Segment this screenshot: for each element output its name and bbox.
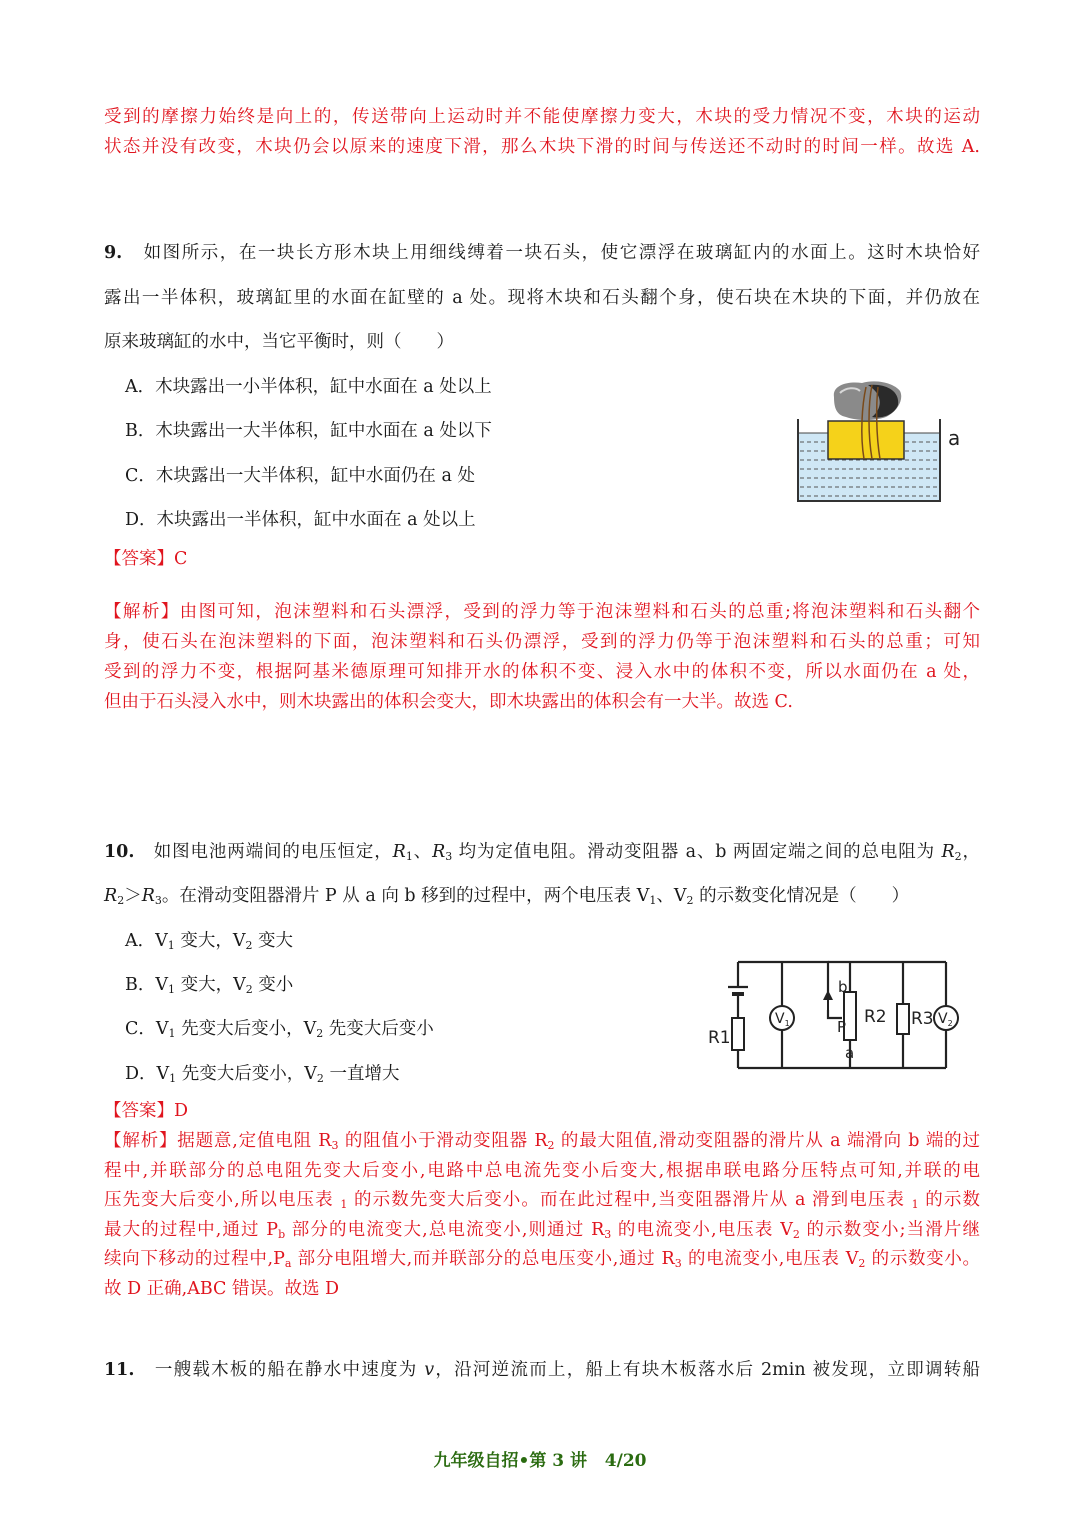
an-text: 的阻值小于滑动变阻器 R: [338, 1131, 548, 1151]
opt-text: 变大，V: [174, 931, 246, 951]
prev-explanation-line-1: 受到的摩擦力始终是向上的，传送带向上运动时并不能使摩擦力变大，木块的受力情况不变，木块的运动: [104, 107, 980, 127]
v2-letter: V: [938, 1011, 948, 1027]
resistor-r3: [897, 1004, 909, 1034]
q10-r2: R: [941, 842, 955, 862]
q10-option-a: [125, 926, 293, 956]
q9-analysis-line-4: 但由于石头浸入水中，则木块露出的体积会变大，即木块露出的体积会有一大半。故选 C.: [104, 692, 793, 712]
wood-block: [828, 421, 904, 459]
an-text: 的电流变小,电压表 V: [681, 1249, 859, 1269]
q10-r3: R: [141, 886, 155, 906]
an-sub: b: [278, 1228, 286, 1241]
label-b: b: [838, 978, 848, 996]
an-text: 的示数变小。: [865, 1249, 980, 1269]
q10-analysis-line-6: 故 D 正确,ABC 错误。故选 D: [104, 1279, 340, 1299]
opt-text: A．V: [125, 931, 168, 951]
an-text: 的示数变小;当滑片继: [799, 1220, 980, 1240]
an-sub: a: [284, 1257, 292, 1270]
label-r2: R2: [864, 1007, 887, 1027]
q9-stem-line-1: [104, 238, 980, 268]
opt-text: 变大，V: [175, 975, 246, 995]
q10-stem-part: ，: [961, 842, 981, 862]
q9-figure-tank: [790, 375, 970, 510]
opt-text: 先变大后变小，V: [175, 1019, 317, 1039]
q10-option-c: [125, 1014, 434, 1044]
opt-text: D．V: [125, 1064, 170, 1084]
label-a: a: [845, 1044, 855, 1062]
an-sub: 2: [858, 1257, 866, 1270]
an-sub: 2: [547, 1139, 555, 1152]
q10-answer-value: D: [174, 1101, 189, 1121]
q10-gt: ＞: [124, 886, 142, 906]
an-text: 部分电阻增大,而并联部分的总电压变小,通过 R: [291, 1249, 675, 1269]
label-r3: R3: [911, 1009, 934, 1029]
opt-text: 一直增大: [323, 1064, 400, 1084]
footer-title: 九年级自招•第 3 讲: [433, 1451, 588, 1471]
an-text: 的示数: [918, 1190, 980, 1210]
an-sub: 1: [340, 1198, 348, 1211]
q10-stem-part: 如图电池两端间的电压恒定，: [153, 842, 393, 862]
q10-stem-part: 、V: [656, 886, 687, 906]
q10-r2-sub: 2: [954, 850, 962, 863]
q10-answer: [104, 1096, 188, 1126]
q10-r3-sub: 3: [154, 894, 162, 907]
an-text: 的电流变小,电压表 V: [611, 1220, 793, 1240]
q10-analysis-line-1: [104, 1126, 980, 1156]
q9-stem-line-2: 露出一半体积，玻璃缸里的水面在缸壁的 a 处。现将木块和石头翻个身，使石块在木块的下面，并仍放在: [104, 288, 980, 308]
q9-stem-text-1: 如图所示，在一块长方形木块上用细线缚着一块石头，使它漂浮在玻璃缸内的水面上。这时木块恰好: [143, 243, 980, 263]
opt-text: 先变大后变小，V: [176, 1064, 317, 1084]
an-text: 压先变大后变小,所以电压表: [104, 1190, 341, 1210]
footer-page-number: 4/20: [604, 1451, 647, 1471]
opt-sub: 1: [167, 939, 175, 952]
q10-analysis-tag: 【解析】: [104, 1131, 178, 1151]
v2-sub: 2: [947, 1019, 953, 1028]
q10-v2-sub: 2: [686, 894, 694, 907]
opt-text: B．V: [125, 975, 168, 995]
opt-text: 变小: [252, 975, 294, 995]
an-sub: 3: [604, 1228, 612, 1241]
q10-stem-part: 、: [412, 842, 433, 862]
page-footer: [0, 1446, 1080, 1471]
opt-text: 先变大后变小: [323, 1019, 434, 1039]
q9-analysis-tag: 【解析】: [104, 602, 180, 622]
q9-option-d: D．木块露出一半体积，缸中水面在 a 处以上: [125, 510, 476, 530]
q9-option-a: A．木块露出一小半体积，缸中水面在 a 处以上: [125, 377, 492, 397]
q11-v: v: [424, 1360, 435, 1380]
q9-answer-tag: 【答案】: [104, 549, 174, 569]
q10-r1-sub: 1: [405, 850, 413, 863]
an-text: 续向下移动的过程中,P: [104, 1249, 285, 1269]
an-text: 据题意,定值电阻 R: [177, 1131, 332, 1151]
q9-number: 9.: [104, 243, 123, 263]
an-sub: 3: [674, 1257, 682, 1270]
q9-analysis-text-1: 由图可知，泡沫塑料和石头漂浮，受到的浮力等于泡沫塑料和石头的总重;将泡沫塑料和石头翻个: [179, 602, 980, 622]
q10-analysis-line-4: [104, 1215, 980, 1245]
v1-sub: 1: [784, 1019, 790, 1028]
an-sub: 2: [792, 1228, 800, 1241]
opt-sub: 1: [169, 1072, 177, 1085]
q11-stem-line-1: [104, 1355, 980, 1385]
q9-answer-value: C: [174, 549, 188, 569]
v1-letter: V: [775, 1011, 785, 1027]
q10-r3: R: [432, 842, 446, 862]
q11-stem-part: ，沿河逆流而上，船上有块木板落水后 2min 被发现，立即调转船: [434, 1360, 980, 1380]
label-r1: R1: [708, 1028, 731, 1048]
q10-option-d: [125, 1059, 399, 1089]
opt-sub: 1: [168, 1027, 176, 1040]
opt-sub: 2: [245, 983, 253, 996]
q9-stem-line-3: 原来玻璃缸的水中，当它平衡时，则（ ）: [104, 332, 454, 352]
prev-explanation-line-2: 状态并没有改变，木块仍会以原来的速度下滑，那么木块下滑的时间与传送还不动时的时间一样。故选 A.: [104, 137, 980, 157]
an-sub: 1: [911, 1198, 919, 1211]
q11-number: 11.: [104, 1360, 135, 1380]
q10-circuit-diagram: [700, 950, 970, 1075]
q10-analysis-line-3: [104, 1185, 980, 1215]
opt-sub: 2: [316, 1027, 324, 1040]
q10-r1: R: [392, 842, 406, 862]
q10-r3-sub: 3: [445, 850, 453, 863]
opt-text: C．V: [125, 1019, 169, 1039]
q10-number: 10.: [104, 842, 135, 862]
q9-analysis-line-3: 受到的浮力不变，根据阿基米德原理可知排开水的体积不变、浸入水中的体积不变，所以水面仍在 a 处，: [104, 662, 980, 682]
q10-r2-sub: 2: [117, 894, 125, 907]
q10-analysis-line-2: 程中,并联部分的总电阻先变大后变小,电路中总电流先变小后变大,根据串联电路分压特点可知,并联的电: [104, 1161, 980, 1181]
q9-option-c: C．木块露出一大半体积，缸中水面仍在 a 处: [125, 466, 475, 486]
q10-v1-sub: 1: [649, 894, 657, 907]
q11-stem-part: 一艘载木板的船在静水中速度为: [154, 1360, 425, 1380]
label-a: a: [948, 426, 961, 450]
q9-analysis-line-2: 身，使石头在泡沫塑料的下面，泡沫塑料和石头仍漂浮，受到的浮力仍等于泡沫塑料和石头的总重；可知: [104, 632, 980, 652]
q10-analysis-line-5: [104, 1244, 980, 1274]
an-text: 最大的过程中,通过 P: [104, 1220, 279, 1240]
an-text: 的示数先变大后变小。而在此过程中,当变阻器滑片从 a 滑到电压表: [347, 1190, 912, 1210]
q10-stem-line-1: [104, 837, 980, 867]
q10-stem-part: 的示数变化情况是（ ）: [693, 886, 910, 906]
q10-option-b: [125, 970, 293, 1000]
label-p: P: [837, 1018, 847, 1036]
q10-answer-tag: 【答案】: [104, 1101, 174, 1121]
q10-stem-part: 均为定值电阻。滑动变阻器 a、b 两固定端之间的总电阻为: [452, 842, 942, 862]
an-text: 的最大阻值,滑动变阻器的滑片从 a 端滑向 b 端的过: [554, 1131, 980, 1151]
q10-stem-line-2: [104, 881, 980, 911]
q10-stem-part: 。在滑动变阻器滑片 P 从 a 向 b 移到的过程中，两个电压表 V: [161, 886, 650, 906]
opt-sub: 1: [168, 983, 175, 996]
opt-text: 变大: [252, 931, 294, 951]
slider-arrow-head: [823, 990, 833, 1000]
an-sub: 3: [331, 1139, 339, 1152]
q9-answer: [104, 544, 187, 574]
q9-analysis-line-1: [104, 597, 980, 627]
q9-option-b: B．木块露出一大半体积，缸中水面在 a 处以下: [125, 421, 492, 441]
opt-sub: 2: [245, 939, 253, 952]
an-text: 部分的电流变大,总电流变小,则通过 R: [285, 1220, 605, 1240]
q10-r2: R: [104, 886, 118, 906]
resistor-r1: [732, 1018, 744, 1050]
opt-sub: 2: [316, 1072, 324, 1085]
